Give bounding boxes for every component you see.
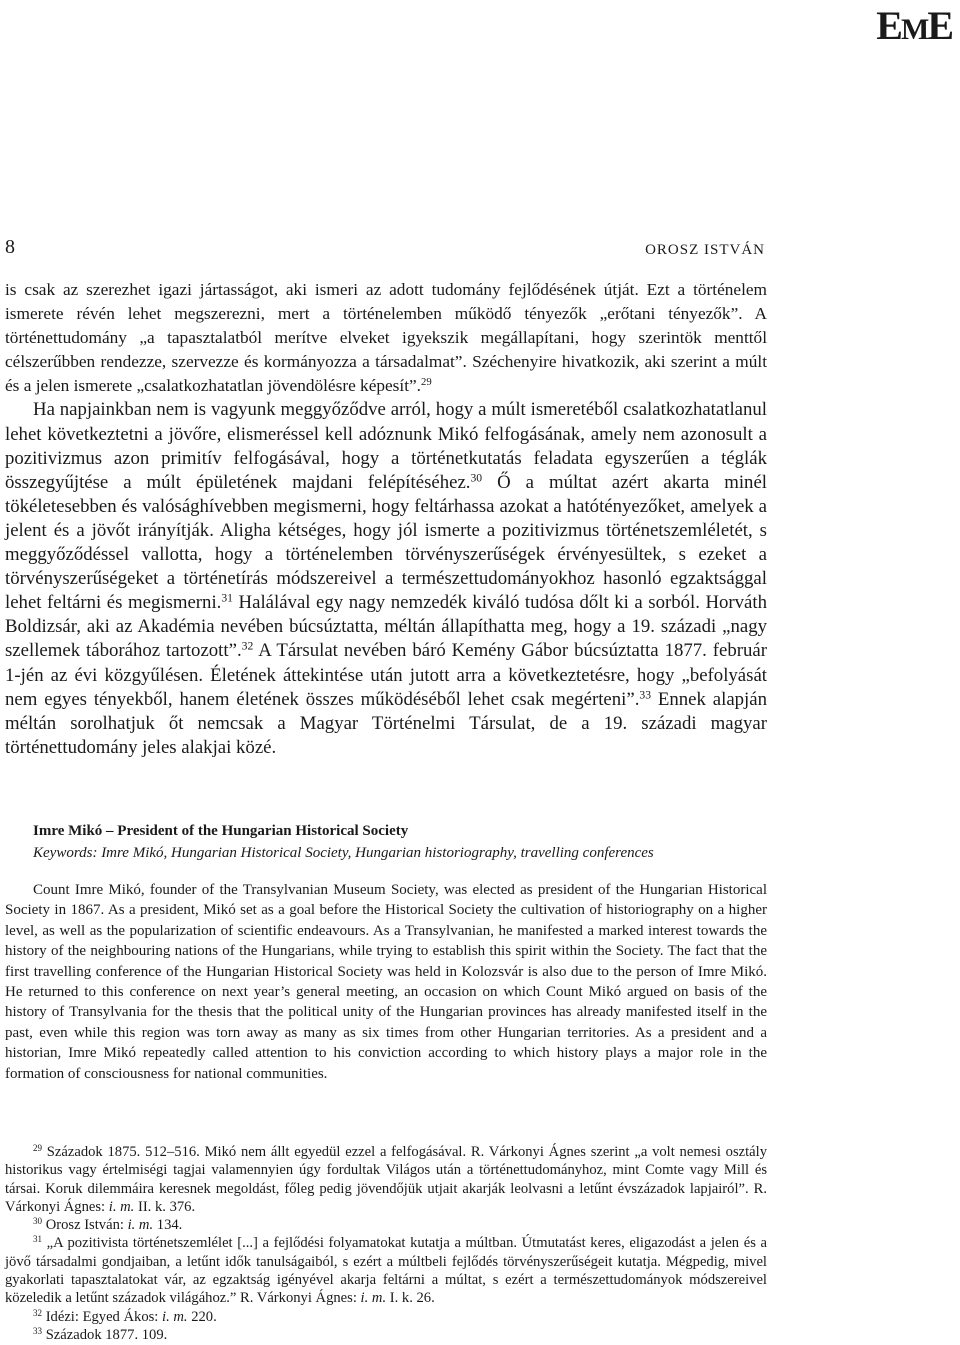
footnote-ref-31[interactable]: 31 (221, 591, 233, 605)
footnote-ref-32[interactable]: 32 (241, 640, 254, 653)
abstract-text: Count Imre Mikó, founder of the Transylvanian Museum Society, was elected as president of the Hungarian Historical Society in 1867. As a president, Mikó set as a goal before the Historical Society the cultivation of historiography on a higher level, as well as the popularization of scientific endeavours. As a Transylvanian, he manifested a marked interest towards the history of the neighbouring nations of the Hungarians, while trying to establish this spirit within the Society. The fact that the first travelling conference of the Hungarian Historical Society was held in Kolozsvár is also due to the person of Imre Mikó. He returned to this conference on next year’s general meeting, an occasion on which Count Mikó argued on basis of the history of Transylvania for the thesis that the political unity of the Hungarian provinces has already manifested itself in the past, even while this region was torn away as many as six times from other Hungarian territories. As a president and a historian, Imre Mikó repeatedly called attention to his conviction according to which history plays a major role in the formation of consciousness for national communities. (5, 882, 767, 1082)
main-text (5, 278, 767, 760)
running-head-author: OROSZ ISTVÁN (645, 242, 765, 258)
footnote-ref-33[interactable]: 33 (639, 688, 652, 702)
paragraph-2: Ha napjainkban nem is vagyunk meggyőződve arról, hogy a múlt ismeretéből csalatkozhatatlanul lehet következtetni a jövőre, elismeréssel kell adóznunk Mikó felfogásának, amely nem azonosult a pozitivizmus azon primitív felfogásával, hogy a történetkutatás feladata egyszerűen a téglák összegyűjtése a múlt épületének majdani felépítéséhez.$^{30}$ Ő a múltat azért akarta minél tökéletesebben és valósághívebben megismerni, hogy feltárhassa azokat a hatótényezőket, amelyek a jelent és a jövőt irányítják. Aligha kétséges, hogy jól ismerte a pozitivizmus történetszemléletét, s meggyőződéssel vallotta, hogy a történelemben törvényszerűségek érvényesültek, s ezeket a törvényszerűségeket a történetírás módszereivel a természettudományokhoz hasonló egzaktsággal lehet feltárni és megismerni.$^{31}$ Halálával egy nagy nemzedék kiváló tudósa dőlt ki a sorból. Horváth Boldizsár, aki az Akadémia nevében búcsúztatta, méltán állapíthatta meg, hogy a 19. századi „nagy szellemek táborához tartozott”.$^{32}$ A Társulat nevében báró Kemény Gábor búcsúztatta 1877. február 1-jén az évi közgyűlésen. Életének áttekintése után jutott arra a következtetésre, hogy „befolyását nem egyes tényekből, hanem életének összes működéséből lehet csak megérteni”.$^{33}$ Ennek alapján méltán sorolhatjuk őt nemcsak a Magyar Történelmi Társulat, de a 19. századi magyar történettudomány jeles alakjai közé. (5, 399, 767, 758)
footnote-ref-30[interactable]: 30 (470, 471, 483, 485)
footnote-32: $^{32}$ Idézi: Egyed Ákos: i. m. 220. (33, 1307, 217, 1325)
page-number: 8 (5, 236, 15, 258)
english-abstract (5, 820, 767, 1084)
abstract-keywords: Keywords: Imre Mikó, Hungarian Historical Society, Hungarian historiography, travelling conferences (33, 845, 654, 861)
abstract-title: Imre Mikó – President of the Hungarian Historical Society (33, 823, 409, 839)
paragraph-1: is csak az szerezhet igazi jártasságot, aki ismeri az adott tudomány fejlődésének útját. Ezt a történelem ismerete révén lehet megszerezni, mert a történelemben működő tényezők „erőtani tényezők”. A történettudomány „a tapasztalatból merítve elveket igyekszik megállapítani, hogy szerintök menttől célszerűbben rendezze, szervezze és kormányozza a társadalmat”. Széchenyire hivatkozik, aki szerint a múlt és a jelen ismerete „csalatkozhatatlan jövendölésre képesít”.$^{29}$ (5, 280, 767, 396)
footnotes (5, 1143, 767, 1344)
footnote-ref-29[interactable]: 29 (421, 376, 432, 389)
footnote-30: $^{30}$ Orosz István: i. m. 134. (33, 1216, 183, 1234)
footnote-31: $^{31}$ „A pozitivista történetszemlélet [...] a fejlődési folyamatokat kutatja a múltban. Útmutatást keres, eligazodást a jelen és a jövő társadalmi gondjaiban, a letűnt idők tanulságaiból, s ezért a múltbeli fejlődés törvényszerűségeit kutatja. Mégpedig, mivel gyakorlati tapasztalatokat vár, az egzaktság igényével akarja feltárni a múltat, s ezért a természettudományok módszereivel közeledik a letűnt századok világához.” R. Várkonyi Ágnes: i. m. I. k. 26. (5, 1234, 767, 1307)
footnote-29: $^{29}$ Századok 1875. 512–516. Mikó nem állt egyedül ezzel a felfogásával. R. Várkonyi Ágnes szerint „a volt nemesi osztály historikus vagy értelmiségi tagjai valamennyien úgy fordultak Világos után a történettudományhoz, mint Comte vagy Mill és társai. Koruk dilemmáira keresnek megoldást, főleg pedig jövendőjük utjait akarják leolvasni a letűnt évszázadok lapjairól”. R. Várkonyi Ágnes: i. m. II. k. 376. (5, 1143, 767, 1215)
journal-logo: EME (876, 3, 952, 48)
footnote-33: $^{33}$ Századok 1877. 109. (33, 1326, 168, 1343)
